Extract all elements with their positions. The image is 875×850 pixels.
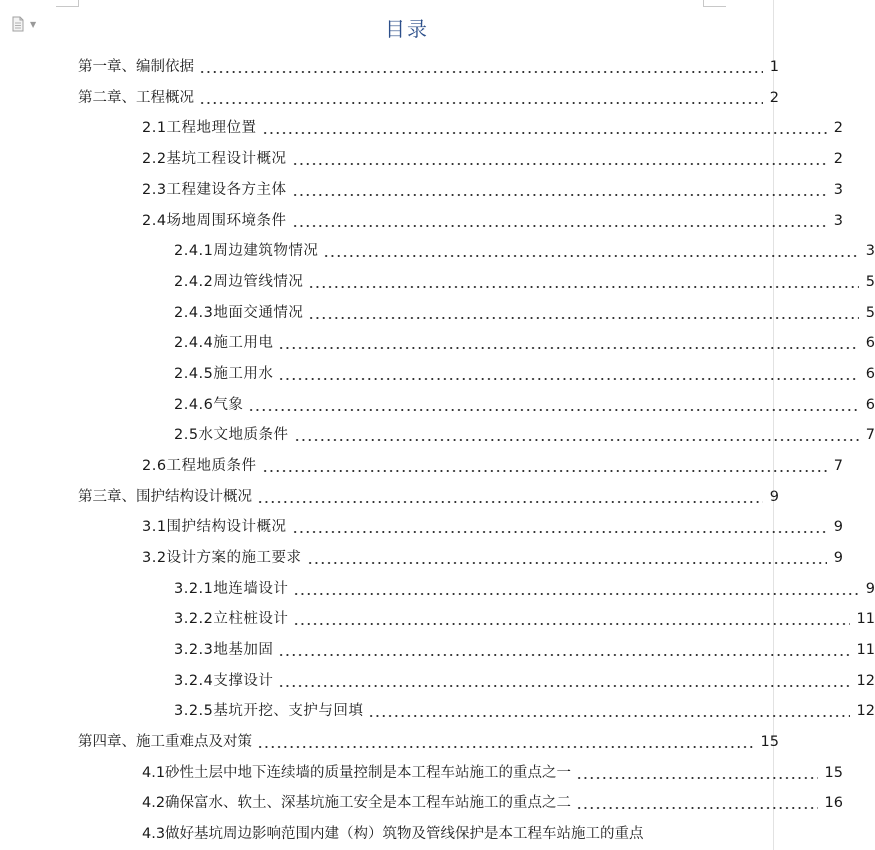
toc-entry-text: 3.2.5基坑开挖、支护与回填	[174, 703, 364, 719]
toc-leader	[278, 654, 849, 656]
toc-entry-text: 2.4.5施工用水	[174, 366, 274, 382]
toc-page-number: 7	[833, 458, 843, 474]
toc-entry[interactable]	[0, 487, 779, 507]
toc-page-number: 2	[833, 151, 843, 167]
toc-page-number: 9	[769, 489, 779, 505]
toc-entry-text: 3.2.3地基加固	[174, 642, 274, 658]
toc-entry[interactable]	[0, 88, 779, 108]
toc-entry-text: 3.2.4支撑设计	[174, 673, 274, 689]
toc-entry-text: 第一章、编制依据	[78, 59, 194, 75]
toc-entry[interactable]	[0, 793, 843, 813]
toc-entry[interactable]	[0, 149, 843, 169]
toc-leader	[293, 593, 858, 595]
toc-entry-text: 3.2.2立柱桩设计	[174, 611, 289, 627]
toc-entry[interactable]	[0, 609, 875, 629]
toc-leader	[292, 163, 827, 165]
toc-page-number: 9	[833, 550, 843, 566]
toc-leader	[294, 439, 859, 441]
toc-leader	[308, 286, 858, 288]
toc-entry[interactable]	[0, 395, 875, 415]
toc-entry-text: 2.4.3地面交通情况	[174, 305, 304, 321]
toc-entry[interactable]	[0, 763, 843, 783]
toc-leader	[293, 623, 849, 625]
toc-entry[interactable]	[0, 640, 875, 660]
toc-leader	[257, 746, 754, 748]
toc-entry[interactable]	[0, 425, 875, 445]
toc-page-number: 3	[865, 243, 875, 259]
toc-entry-text: 2.4.1周边建筑物情况	[174, 243, 319, 259]
toc-leader	[368, 715, 849, 717]
toc-page-number: 9	[833, 519, 843, 535]
toc-page-number: 7	[865, 427, 875, 443]
toc-leader	[292, 531, 827, 533]
toc-leader	[576, 777, 817, 779]
toc-entry[interactable]	[0, 211, 843, 231]
toc-entry-text: 2.2基坑工程设计概况	[142, 151, 287, 167]
toc-leader	[278, 685, 849, 687]
toc-page-number: 15	[824, 765, 843, 781]
toc-entry-text: 2.3工程建设各方主体	[142, 182, 287, 198]
toc-entry-text: 2.6工程地质条件	[142, 458, 257, 474]
toc-page-number: 3	[833, 213, 843, 229]
toc-entry-text: 2.4.2周边管线情况	[174, 274, 304, 290]
toc-entry-text: 4.2确保富水、软土、深基坑施工安全是本工程车站施工的重点之二	[142, 795, 572, 811]
toc-page-number: 6	[865, 366, 875, 382]
toc-entry-text: 3.2设计方案的施工要求	[142, 550, 302, 566]
toc-page-number: 2	[769, 90, 779, 106]
toc-entry[interactable]	[0, 57, 779, 77]
toc-entry-text: 4.3做好基坑周边影响范围内建（构）筑物及管线保护是本工程车站施工的重点	[142, 826, 644, 842]
toc-entry[interactable]	[0, 180, 843, 200]
toc-entry-text: 第四章、施工重难点及对策	[78, 734, 252, 750]
toc-leader	[257, 501, 763, 503]
toc-page-number: 11	[856, 642, 875, 658]
toc-leader	[248, 409, 858, 411]
toc-entry-text: 2.1工程地理位置	[142, 120, 257, 136]
toc-leader	[308, 317, 858, 319]
toc-entry-text: 2.4.4施工用电	[174, 335, 274, 351]
page-corner-mark-right	[703, 0, 726, 7]
toc-entry-text: 4.1砂性土层中地下连续墙的质量控制是本工程车站施工的重点之一	[142, 765, 572, 781]
toc-page-number: 5	[865, 305, 875, 321]
toc-entry[interactable]	[0, 364, 875, 384]
toc-entry[interactable]	[0, 579, 875, 599]
toc-entry-text: 第三章、围护结构设计概况	[78, 489, 252, 505]
toc-entry-text: 2.5水文地质条件	[174, 427, 289, 443]
toc-entry-text: 2.4场地周围环境条件	[142, 213, 287, 229]
toc-page-number: 12	[856, 673, 875, 689]
page-corner-mark-left	[56, 0, 79, 7]
toc-title: 目录	[385, 17, 429, 41]
toc-page-number: 15	[760, 734, 779, 750]
toc-leader	[199, 102, 763, 104]
toc-entry-text: 第二章、工程概况	[78, 90, 194, 106]
toc-leader	[323, 255, 858, 257]
toc-leader	[278, 378, 858, 380]
toc-leader	[262, 132, 827, 134]
toc-leader	[262, 470, 827, 472]
toc-leader	[576, 807, 817, 809]
toc-page-number: 6	[865, 335, 875, 351]
toc-leader	[292, 194, 827, 196]
toc-page-number: 9	[865, 581, 875, 597]
toc-page-number: 11	[856, 611, 875, 627]
toc-page-number: 1	[769, 59, 779, 75]
toc-entry[interactable]	[0, 118, 843, 138]
toc-entry[interactable]	[0, 671, 875, 691]
toc-entry-text: 2.4.6气象	[174, 397, 244, 413]
toc-entry-text: 3.2.1地连墙设计	[174, 581, 289, 597]
dropdown-caret-icon[interactable]: ▼	[30, 20, 37, 29]
toc-entry[interactable]	[0, 824, 843, 844]
toc-page-number: 6	[865, 397, 875, 413]
toc-leader	[278, 347, 858, 349]
toc-entry[interactable]	[0, 303, 875, 323]
toc-page-number: 5	[865, 274, 875, 290]
toc-entry[interactable]	[0, 456, 843, 476]
toc-leader	[199, 71, 763, 73]
toc-page-number: 3	[833, 182, 843, 198]
toc-entry[interactable]	[0, 548, 843, 568]
toc-page-number: 16	[824, 795, 843, 811]
toc-entry-text: 3.1围护结构设计概况	[142, 519, 287, 535]
toc-page-number: 2	[833, 120, 843, 136]
toc-leader	[307, 562, 827, 564]
toc-entry[interactable]	[0, 732, 779, 752]
toc-entry[interactable]	[0, 241, 875, 261]
toc-entry[interactable]	[0, 517, 843, 537]
toc-entry[interactable]	[0, 333, 875, 353]
toc-entry[interactable]	[0, 701, 875, 721]
toc-entry[interactable]	[0, 272, 875, 292]
toc-page-number: 12	[856, 703, 875, 719]
toc-leader	[292, 225, 827, 227]
